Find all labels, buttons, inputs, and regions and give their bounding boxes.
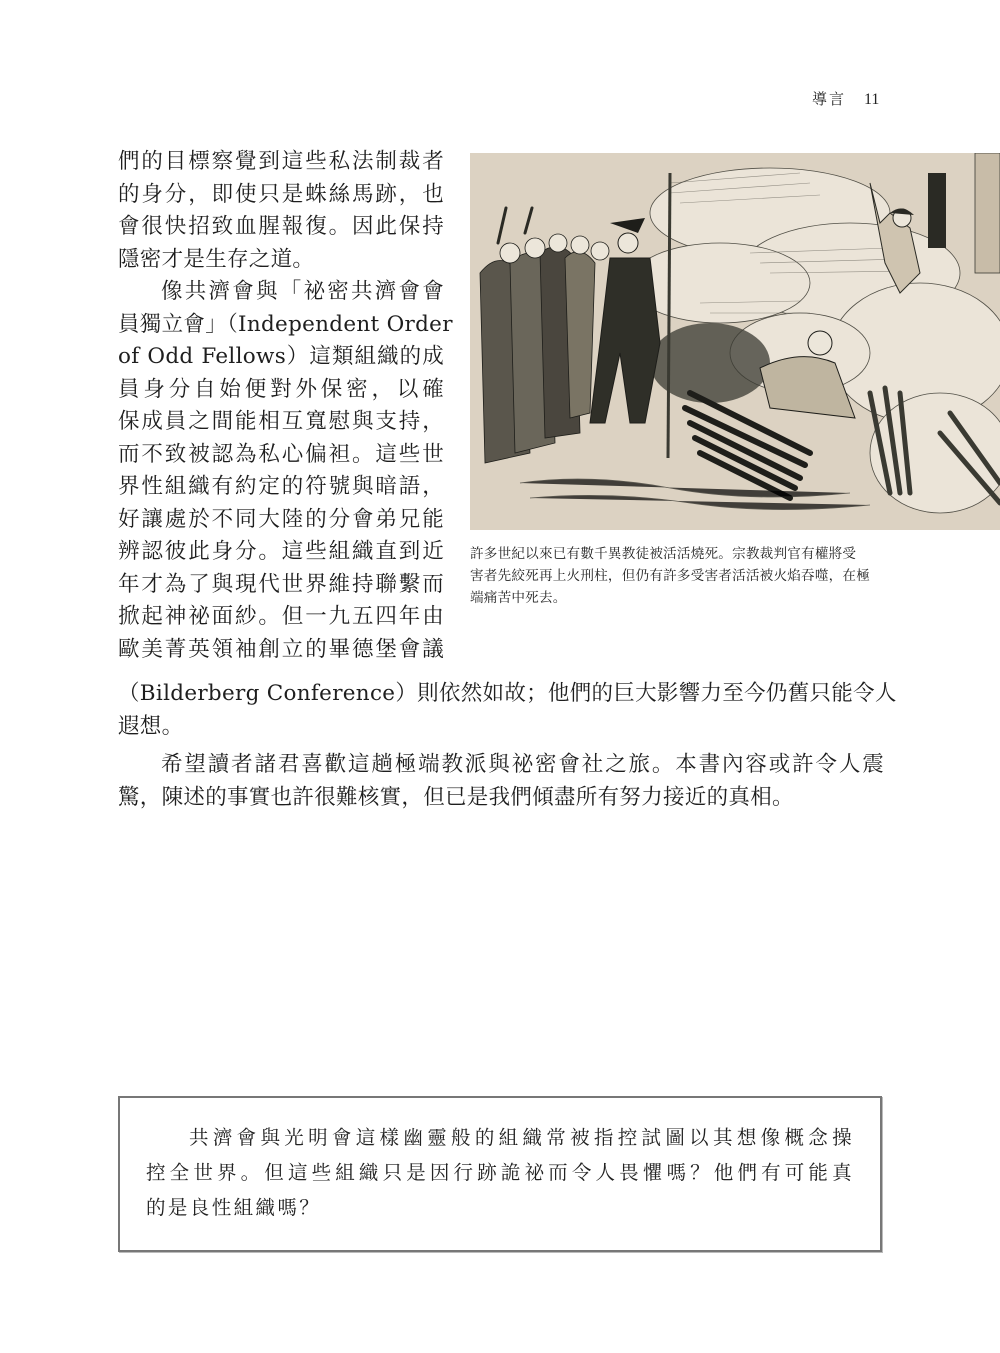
page-number: 11 [864, 91, 880, 108]
text-line: of Odd Fellows）這類組織的成 [118, 344, 444, 369]
callout-line: 共濟會與光明會這樣幽靈般的組織常被指控試圖以其想像概念操 [189, 1126, 854, 1149]
text-line: 們的目標察覺到這些私法制裁者 [118, 149, 444, 174]
figure-caption [470, 543, 890, 609]
callout-line: 的是良性組織嗎？ [146, 1196, 322, 1219]
callout-text [146, 1120, 854, 1225]
text-line: 員身分自始便對外保密，以確 [118, 376, 444, 402]
text-line: 員獨立會」（Independent Order [118, 311, 453, 337]
text-line: 隱密才是生存之道。 [118, 246, 315, 272]
paragraph-closing [118, 749, 884, 814]
section-title: 導言 [812, 90, 847, 108]
text-line: 而不致被認為私心偏袒。這些世 [118, 441, 444, 467]
burning-at-stake-engraving-icon [470, 153, 1000, 530]
text-line: （Bilderberg Conference）則依然如故；他們的巨大影響力至今仍舊只能令人 [118, 681, 897, 706]
text-line: 遐想。 [118, 713, 184, 739]
text-line: 年才為了與現代世界維持聯繫而 [118, 571, 444, 597]
text-line: 會很快招致血腥報復。因此保持 [118, 214, 444, 239]
text-line: 像共濟會與「祕密共濟會會 [161, 279, 444, 304]
callout-line: 控全世界。但這些組織只是因行跡詭祕而令人畏懼嗎？他們有可能真 [146, 1161, 854, 1184]
text-line: 界性組織有約定的符號與暗語， [118, 474, 444, 499]
text-line: 辨認彼此身分。這些組織直到近 [118, 539, 444, 564]
text-line: 好讓處於不同大陸的分會弟兄能 [118, 506, 444, 532]
text-line: 掀起神祕面紗。但一九五四年由 [118, 604, 444, 629]
caption-line: 許多世紀以來已有數千異教徒被活活燒死。宗教裁判官有權將受 [470, 546, 857, 562]
caption-line: 端痛苦中死去。 [470, 590, 567, 606]
running-head [812, 88, 879, 109]
column-body-text [118, 146, 453, 666]
callout-box [118, 1096, 882, 1252]
text-line: 保成員之間能相互寬慰與支持， [118, 409, 444, 434]
paragraph-bilderberg [118, 678, 897, 743]
text-line: 歐美菁英領袖創立的畢德堡會議 [118, 636, 444, 662]
woodcut-illustration [470, 153, 1000, 530]
text-line: 的身分，即使只是蛛絲馬跡，也 [118, 181, 444, 207]
caption-line: 害者先絞死再上火刑柱，但仍有許多受害者活活被火焰吞噬，在極 [470, 568, 871, 584]
text-line: 驚，陳述的事實也許很難核實，但已是我們傾盡所有努力接近的真相。 [118, 784, 794, 810]
full-width-body-text [118, 678, 897, 814]
text-line: 希望讀者諸君喜歡這趟極端教派與祕密會社之旅。本書內容或許令人震 [161, 752, 884, 777]
